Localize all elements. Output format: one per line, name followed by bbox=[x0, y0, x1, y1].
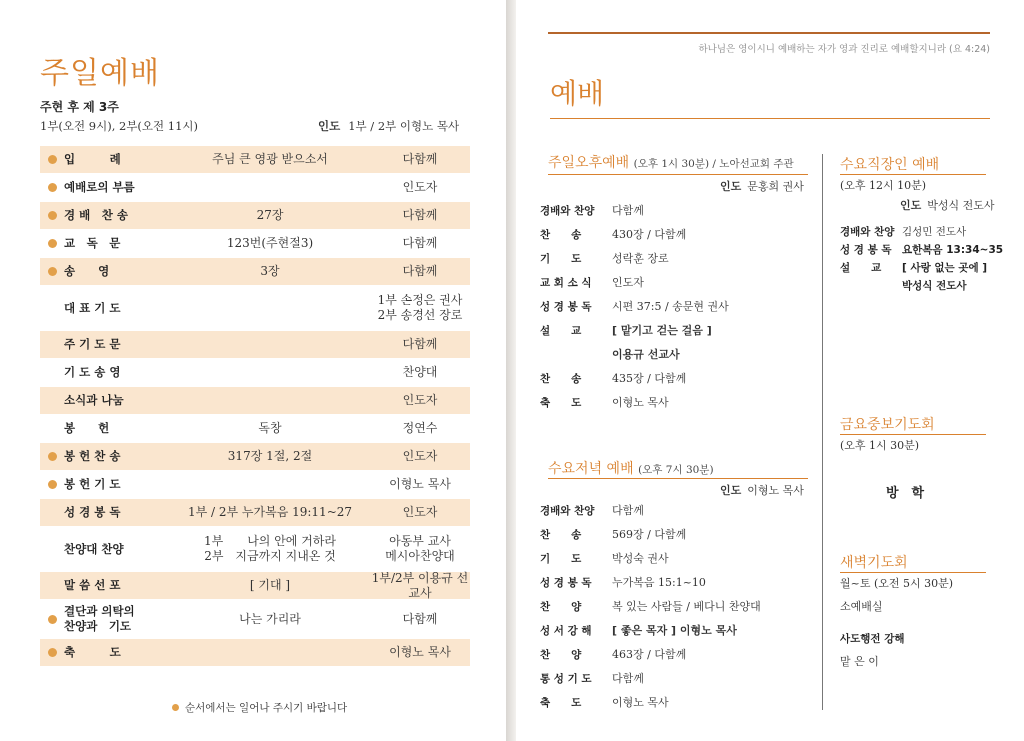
section-rule bbox=[840, 174, 986, 175]
week-label: 주현 후 제 3주 bbox=[40, 100, 119, 114]
section-rule bbox=[548, 478, 808, 479]
list-item: 기 도 성락훈 장로 bbox=[540, 252, 669, 265]
acts-leader: 맡 은 이 bbox=[840, 655, 879, 668]
order-row: 축 도 이형노 목사 bbox=[40, 639, 470, 666]
section-rule bbox=[840, 572, 986, 573]
list-item: 경배와 찬양 다함께 bbox=[540, 504, 644, 517]
order-row: 봉 헌 독창 정연수 bbox=[64, 421, 438, 435]
list-item: 찬 송 569장 / 다함께 bbox=[540, 528, 687, 541]
column-divider bbox=[822, 154, 823, 710]
worship-title: 예배 bbox=[550, 77, 605, 110]
wed-work-leader: 인도 박성식 전도사 bbox=[900, 199, 995, 212]
standing-dot-icon bbox=[40, 480, 64, 489]
order-row: 결단과 의탁의 찬양과 기도 나는 가리라 다함께 bbox=[40, 599, 470, 639]
leader-value: 1부 / 2부 이형노 목사 bbox=[348, 119, 460, 133]
list-item: 찬 양 463장 / 다함께 bbox=[540, 648, 687, 661]
friday-time: (오후 1시 30분) bbox=[840, 439, 920, 452]
standing-dot-icon bbox=[40, 183, 64, 192]
sunday-pm-list bbox=[540, 198, 810, 414]
order-row: 주 기 도 문 다함께 bbox=[40, 331, 470, 358]
service-times: 1부(오전 9시), 2부(오전 11시) bbox=[40, 119, 199, 133]
wed-pm-leader: 인도 이형노 목사 bbox=[720, 484, 804, 497]
dawn-title: 새벽기도회 bbox=[840, 555, 908, 571]
sunday-pm-title: 주일오후예배 (오후 1시 30분) / 노아선교회 주관 bbox=[548, 155, 794, 171]
order-row: 송 영 3장 다함께 bbox=[40, 258, 470, 285]
sunday-service-title: 주일예배 bbox=[40, 56, 160, 91]
wed-pm-list bbox=[540, 498, 810, 714]
list-item: 설 교 [ 사랑 없는 곳에 ] bbox=[840, 261, 988, 274]
standing-dot-icon bbox=[40, 239, 64, 248]
order-row: 교 독 문 123번(주현절3) 다함께 bbox=[40, 229, 470, 258]
sunday-pm-leader: 인도 문홍희 권사 bbox=[720, 180, 804, 193]
order-row: 대 표 기 도 1부 손정은 권사 2부 송경선 장로 bbox=[64, 293, 463, 322]
list-item: 기 도 박성숙 권사 bbox=[540, 552, 669, 565]
list-item: 성 서 강 해 [ 좋은 목자 ] 이형노 목사 bbox=[540, 624, 737, 637]
order-row: 입 례 주님 큰 영광 받으소서 다함께 bbox=[40, 146, 470, 173]
standing-dot-icon bbox=[40, 211, 64, 220]
order-row: 기 도 송 영 찬양대 bbox=[64, 365, 438, 379]
standing-dot-icon bbox=[40, 267, 64, 276]
wed-pm-title: 수요저녁 예배 (오후 7시 30분) bbox=[548, 461, 714, 477]
list-item: 교 회 소 식 인도자 bbox=[540, 276, 644, 289]
list-item: 축 도 이형노 목사 bbox=[540, 396, 669, 409]
order-row: 봉 헌 기 도 이형노 목사 bbox=[40, 470, 470, 499]
standing-dot-icon bbox=[40, 155, 64, 164]
acts-label: 사도행전 강해 bbox=[840, 633, 905, 645]
service-leader bbox=[318, 118, 459, 134]
footnote: 순서에서는 일어나 주시기 바랍니다 bbox=[172, 700, 347, 715]
list-item: 성 경 봉 독 요한복음 13:34~35 bbox=[840, 243, 1004, 256]
title-rule bbox=[550, 118, 990, 119]
list-item: 통 성 기 도 다함께 bbox=[540, 672, 644, 685]
order-row: 찬양대 찬양 1부 나의 안에 거하라 2부 지금까지 지내온 것 아동부 교사 메시아찬양대 bbox=[64, 534, 455, 563]
wed-work-list bbox=[840, 222, 1020, 294]
list-item: 축 도 이형노 목사 bbox=[540, 696, 669, 709]
order-row: 성 경 봉 독 1부 / 2부 누가복음 19:11~27 인도자 bbox=[40, 499, 470, 526]
top-rule bbox=[548, 32, 990, 34]
list-item: 찬 송 430장 / 다함께 bbox=[540, 228, 687, 241]
order-row: 예배로의 부름 인도자 bbox=[40, 173, 470, 202]
order-row: 말 씀 선 포 [ 기대 ] 1부/2부 이용규 선교사 bbox=[40, 572, 470, 599]
verse-quote: 하나님은 영이시니 예배하는 자가 영과 진리로 예배할지니라 (요 4:24) bbox=[698, 44, 990, 55]
page-fold bbox=[506, 0, 516, 741]
standing-dot-icon bbox=[40, 615, 64, 624]
list-item: 찬 송 435장 / 다함께 bbox=[540, 372, 687, 385]
list-item: 경배와 찬양 다함께 bbox=[540, 204, 644, 217]
list-item: 성 경 봉 독 누가복음 15:1~10 bbox=[540, 576, 706, 589]
list-item: 이용규 선교사 bbox=[612, 348, 680, 361]
wed-work-time: (오후 12시 10분) bbox=[840, 179, 927, 192]
right-page bbox=[516, 0, 1024, 741]
standing-dot-icon bbox=[40, 452, 64, 461]
order-row: 경 배 찬 송 27장 다함께 bbox=[40, 202, 470, 229]
friday-title: 금요중보기도회 bbox=[840, 417, 935, 433]
order-of-worship bbox=[40, 146, 470, 666]
order-row: 소식과 나눔 인도자 bbox=[40, 387, 470, 414]
list-item: 설 교 [ 맡기고 걷는 걸음 ] bbox=[540, 324, 712, 337]
list-item: 찬 양 복 있는 사람들 / 베다니 찬양대 bbox=[540, 600, 761, 613]
list-item: 경배와 찬양 김성민 전도사 bbox=[840, 225, 967, 238]
dawn-place: 소예배실 bbox=[840, 600, 883, 613]
friday-note: 방 학 bbox=[886, 486, 925, 501]
order-row: 봉 헌 찬 송 317장 1절, 2절 인도자 bbox=[40, 443, 470, 470]
left-page bbox=[0, 0, 506, 741]
standing-dot-icon bbox=[40, 648, 64, 657]
section-rule bbox=[840, 434, 986, 435]
list-item: 박성식 전도사 bbox=[902, 279, 967, 292]
section-rule bbox=[548, 174, 808, 175]
wed-work-title: 수요직장인 예배 bbox=[840, 157, 940, 173]
list-item: 성 경 봉 독 시편 37:5 / 송문현 권사 bbox=[540, 300, 729, 313]
leader-label: 인도 bbox=[318, 119, 341, 133]
dawn-time: 월~토 (오전 5시 30분) bbox=[840, 577, 954, 590]
standing-dot-icon bbox=[172, 704, 179, 711]
